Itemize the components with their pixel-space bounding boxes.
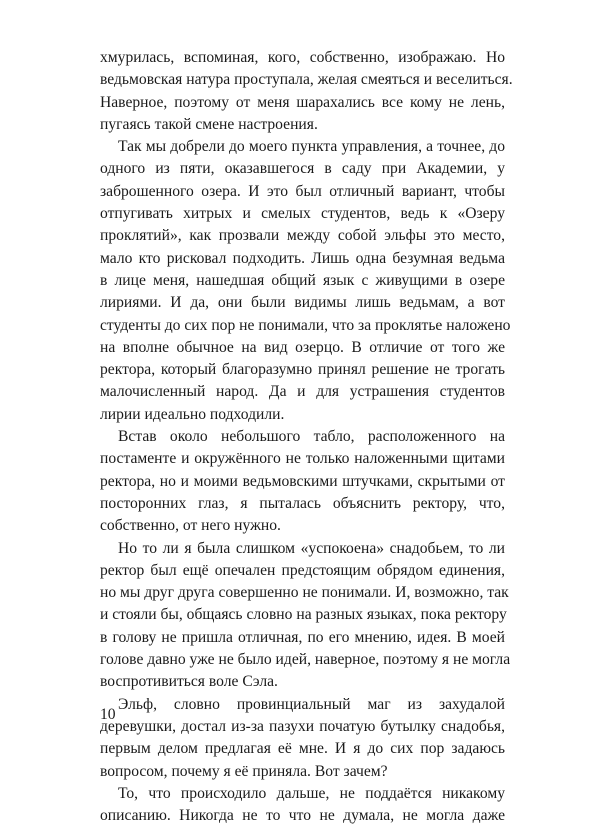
- page-number: 10: [100, 706, 116, 723]
- text-line: ректор был ещё опечален предстоящим обрядом единения,: [100, 561, 505, 579]
- text-line: описанию. Никогда не то что не думала, не могла даже: [100, 807, 505, 825]
- text-line: Но то ли я была слишком «успокоена» снадобьем, то ли: [118, 539, 505, 557]
- paragraph: [100, 47, 513, 136]
- text-line: но мы друг друга совершенно не понимали. И, возможно, так: [100, 584, 509, 602]
- text-line: ректора, который благоразумно принял решение не трогать: [100, 361, 505, 379]
- text-line: заброшенного озера. И это был отличный вариант, чтобы: [100, 182, 505, 200]
- text-line: воспротивиться воле Сэла.: [100, 673, 278, 691]
- text-line: Встав около небольшого табло, расположенного на: [118, 428, 505, 446]
- text-line: лириями. И да, они были видимы лишь ведьмам, а вот: [100, 294, 505, 312]
- body-text: [100, 47, 513, 827]
- text-line: постаменте и окружённого не только наложенными щитами: [100, 450, 505, 468]
- text-line: на вполне обычное на вид озерцо. В отличие от того же: [100, 338, 505, 356]
- text-line: Так мы добрели до моего пункта управления, а точнее, до: [118, 138, 505, 156]
- text-line: голове давно уже не было идей, наверное, поэтому я не могла: [100, 651, 511, 669]
- text-line: одного из пяти, оказавшегося в саду при Академии, у: [100, 160, 505, 178]
- text-line: и стояли бы, общаясь словно на разных языках, пока ректору: [100, 606, 507, 624]
- paragraph: [100, 783, 505, 827]
- paragraph: [100, 136, 511, 426]
- text-line: малочисленный народ. Да и для устрашения студентов: [100, 383, 505, 401]
- paragraph: [100, 538, 511, 694]
- text-line: Наверное, поэтому от меня шарахались все кому не лень,: [100, 93, 505, 111]
- text-line: То, что происходило дальше, не поддаётся никакому: [118, 784, 505, 802]
- text-line: студенты до сих пор не понимали, что за проклятье наложено: [100, 316, 511, 334]
- text-line: собственно, от него нужно.: [100, 517, 281, 535]
- text-line: мало кто рисковал подходить. Лишь одна безумная ведьма: [100, 249, 505, 267]
- paragraph: [100, 426, 505, 537]
- text-line: проклятий», как прозвали между собой эльфы это место,: [100, 227, 505, 245]
- text-line: в лице меня, нашедшая общий язык с живущими в озере: [100, 271, 505, 289]
- text-line: посторонних глаз, я пыталась объяснить ректору, что,: [100, 494, 505, 512]
- text-line: вопросом, почему я её приняла. Вот зачем?: [100, 762, 388, 780]
- text-line: ректора, но и моими ведьмовскими штучками, скрытыми от: [100, 472, 505, 490]
- text-line: в голову не пришла отличная, по его мнению, идея. В моей: [100, 628, 505, 646]
- text-line: пугаясь такой смене настроения.: [100, 115, 318, 133]
- paragraph: [100, 694, 505, 783]
- text-line: лирии идеально подходили.: [100, 405, 285, 423]
- text-line: первым делом предлагая её мне. И я до сих пор задаюсь: [100, 740, 505, 758]
- text-line: ведьмовская натура проступала, желая смеяться и веселиться.: [100, 71, 513, 89]
- text-line: деревушки, достал из-за пазухи початую бутылку снадобья,: [100, 717, 505, 735]
- text-line: отпугивать хитрых и смелых студентов, ведь к «Озеру: [100, 205, 505, 223]
- text-line: Эльф, словно провинциальный маг из захудалой: [118, 695, 505, 713]
- text-line: хмурилась, вспоминая, кого, собственно, изображаю. Но: [100, 49, 505, 66]
